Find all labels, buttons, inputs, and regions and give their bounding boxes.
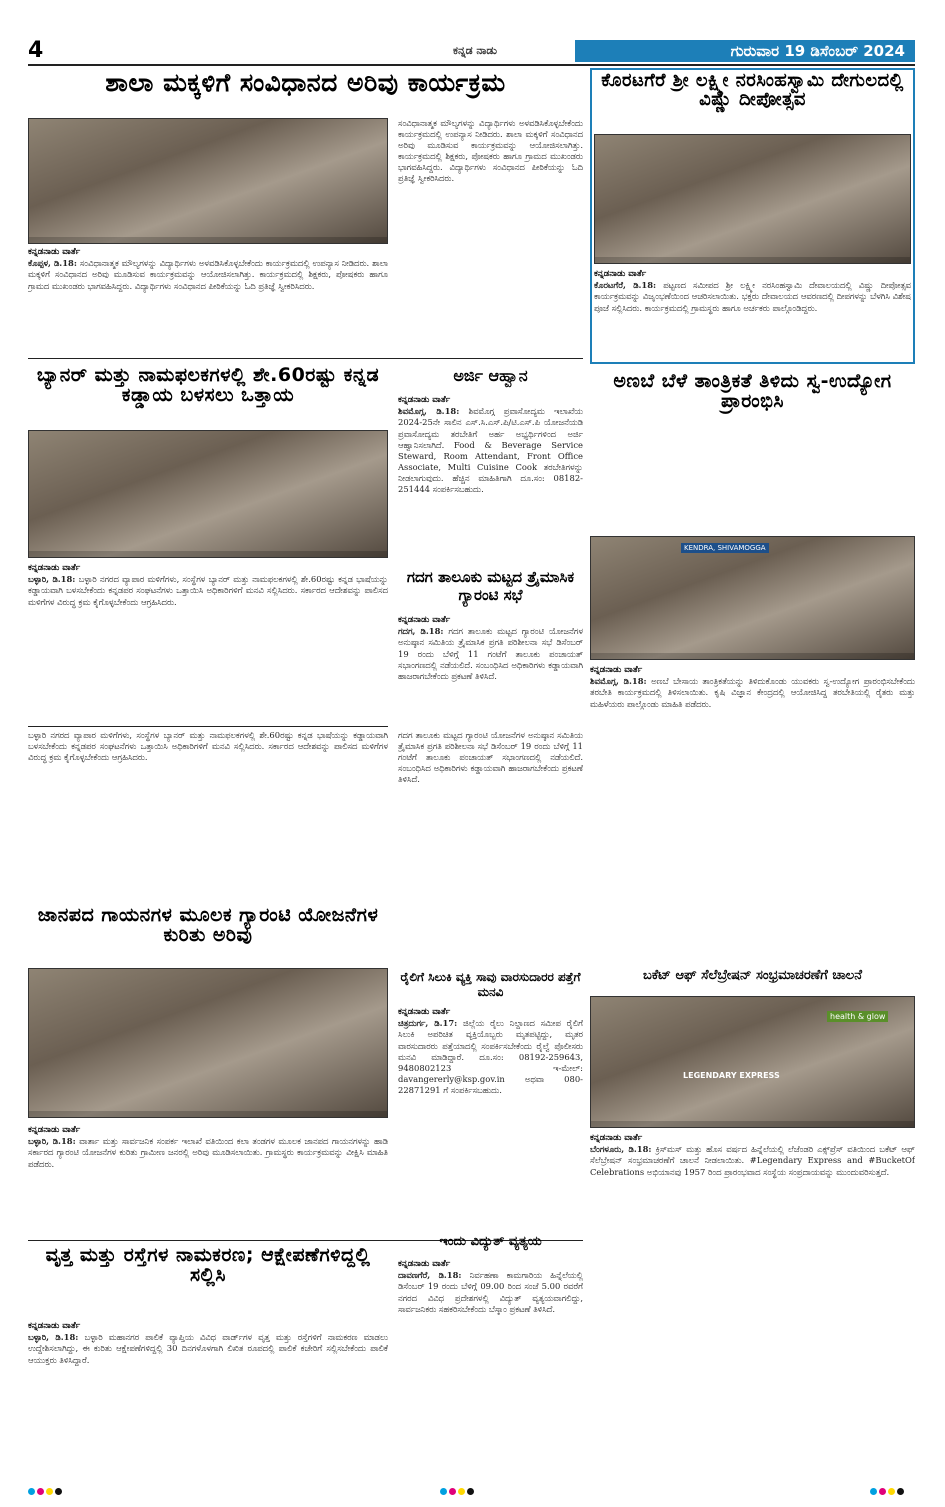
byline-a4: ಕನ್ನಡನಾಡು ವಾರ್ತೆ	[398, 395, 451, 405]
place-a2: ಕೊರಟಗೆರೆ, ಡಿ.18:	[594, 280, 657, 291]
body-a6	[398, 614, 583, 724]
byline-a2: ಕನ್ನಡನಾಡು ವಾರ್ತೆ	[594, 269, 647, 279]
headline-a5: ಅಣಬೆ ಬೆಳೆ ತಾಂತ್ರಿಕತೆ ತಿಳಿದು ಸ್ವ-ಉದ್ಯೋಗ ಪ್ರಾರಂಭಿಸಿ	[613, 370, 892, 412]
byline-a7: ಕನ್ನಡನಾಡು ವಾರ್ತೆ	[28, 1125, 81, 1135]
headline-a11: ವೃತ್ತ ಮತ್ತು ರಸ್ತೆಗಳ ನಾಮಕರಣ; ಆಕ್ಷೇಪಣೆಗಳಿದ್ದಲ್ಲಿ ಸಲ್ಲಿಸಿ	[45, 1244, 371, 1286]
photo-a5-sign: KENDRA, SHIVAMOGGA	[681, 543, 769, 553]
rule-a3	[28, 726, 388, 727]
text-a11: ಬಳ್ಳಾರಿ ಮಹಾನಗರ ಪಾಲಿಕೆ ವ್ಯಾಪ್ತಿಯ ವಿವಿಧ ವಾರ್ಡ್‌ಗಳ ವೃತ್ತ ಮತ್ತು ರಸ್ತೆಗಳಿಗೆ ನಾಮಕರಣ ಮಾಡಲು ಉದ್ದೇಶಿಸಲಾಗಿದ್ದು, ಈ ಕುರಿತು ಆಕ್ಷೇಪಣೆಗಳಿದ್ದಲ್ಲಿ 30 ದಿನಗಳೊಳಗಾಗಿ ಲಿಖಿತ ರೂಪದಲ್ಲಿ ಪಾಲಿಕೆ ಕಚೇರಿಗೆ ಸಲ್ಲಿಸಬೇಕೆಂದು ಪಾಲಿಕೆ ಆಯುಕ್ತರು ತಿಳಿಸಿದ್ದಾರೆ.	[28, 1332, 388, 1365]
place-a8: ಚಿತ್ರದುರ್ಗ, ಡಿ.17:	[398, 1018, 458, 1029]
date-text: ಗುರುವಾರ 19 ಡಿಸೆಂಬರ್ 2024	[730, 42, 905, 60]
byline-a1: ಕನ್ನಡನಾಡು ವಾರ್ತೆ	[28, 247, 81, 257]
headline-a6: ಗದಗ ತಾಲೂಕು ಮಟ್ಟದ ತ್ರೈಮಾಸಿಕ ಗ್ಯಾರಂಟಿ ಸಭೆ	[406, 568, 575, 604]
text-a5: ಅಣಬೆ ಬೇಸಾಯ ತಾಂತ್ರಿಕತೆಯನ್ನು ತಿಳಿದುಕೊಂಡು ಯುವಕರು ಸ್ವ-ಉದ್ಯೋಗ ಪ್ರಾರಂಭಿಸಬೇಕೆಂದು ತರಬೇತಿ ಕಾರ್ಯಕ್ರಮದಲ್ಲಿ ತಿಳಿಸಲಾಯಿತು. ಕೃಷಿ ವಿಜ್ಞಾನ ಕೇಂದ್ರದಲ್ಲಿ ಆಯೋಜಿಸಿದ್ದ ತರಬೇತಿಯಲ್ಲಿ ರೈತರು ಮತ್ತು ಮಹಿಳೆಯರು ಪಾಲ್ಗೊಂಡು ಮಾಹಿತಿ ಪಡೆದರು.	[590, 676, 915, 709]
register-dots-right	[870, 1480, 906, 1499]
photo-a7	[28, 968, 388, 1118]
text-a9: ನಿರ್ವಹಣಾ ಕಾಮಗಾರಿಯ ಹಿನ್ನೆಲೆಯಲ್ಲಿ ಡಿಸೆಂಬರ್ 19 ರಂದು ಬೆಳಿಗ್ಗೆ 09.00 ರಿಂದ ಸಂಜೆ 5.00 ರವರೆಗೆ ನಗರದ ವಿವಿಧ ಪ್ರದೇಶಗಳಲ್ಲಿ ವಿದ್ಯುತ್ ವ್ಯತ್ಯಯವಾಗಲಿದ್ದು, ಸಾರ್ವಜನಿಕರು ಸಹಕರಿಸಬೇಕೆಂದು ಬೆಸ್ಕಾಂ ಪ್ರಕಟಣೆ ತಿಳಿಸಿದೆ.	[398, 1270, 583, 1314]
body-a1-col2	[398, 118, 583, 356]
headline-a3: ಬ್ಯಾನರ್ ಮತ್ತು ನಾಮಫಲಕಗಳಲ್ಲಿ ಶೇ.60ರಷ್ಟು ಕನ್ನಡ ಕಡ್ಡಾಯ ಬಳಸಲು ಒತ್ತಾಯ	[36, 364, 380, 406]
body-a3-col2	[28, 730, 388, 900]
byline-a6: ಕನ್ನಡನಾಡು ವಾರ್ತೆ	[398, 615, 451, 625]
text-a3: ಬಳ್ಳಾರಿ ನಗರದ ವ್ಯಾಪಾರ ಮಳಿಗೆಗಳು, ಸಂಸ್ಥೆಗಳ ಬ್ಯಾನರ್ ಮತ್ತು ನಾಮಫಲಕಗಳಲ್ಲಿ ಶೇ.60ರಷ್ಟು ಕನ್ನಡ ಭಾಷೆಯನ್ನು ಕಡ್ಡಾಯವಾಗಿ ಬಳಸಬೇಕೆಂದು ಕನ್ನಡಪರ ಸಂಘಟನೆಗಳು ಒತ್ತಾಯಿಸಿ ಅಧಿಕಾರಿಗಳಿಗೆ ಮನವಿ ಸಲ್ಲಿಸಿದರು. ಸರ್ಕಾರದ ಆದೇಶವನ್ನು ಪಾಲಿಸದ ಮಳಿಗೆಗಳ ವಿರುದ್ಧ ಕ್ರಮ ಕೈಗೊಳ್ಳಬೇಕೆಂದು ಆಗ್ರಹಿಸಿದರು.	[28, 574, 388, 607]
byline-a11: ಕನ್ನಡನಾಡು ವಾರ್ತೆ	[28, 1321, 81, 1331]
body-a7	[28, 1124, 388, 1234]
place-a4: ಶಿವಮೊಗ್ಗ, ಡಿ.18:	[398, 406, 460, 417]
text-a4: ಶಿವಮೊಗ್ಗ ಪ್ರವಾಸೋದ್ಯಮ ಇಲಾಖೆಯ 2024-25ನೇ ಸಾಲಿನ ಎಸ್.ಸಿ.ಎಸ್.ಪಿ/ಟಿ.ಎಸ್.ಪಿ ಯೋಜನೆಯಡಿ ಪ್ರವಾಸೋದ್ಯಮ ತರಬೇತಿಗೆ ಅರ್ಹ ಅಭ್ಯರ್ಥಿಗಳಿಂದ ಅರ್ಜಿ ಆಹ್ವಾನಿಸಲಾಗಿದೆ. Food & Beverage Service Steward, Room Attendant, Front Office Associate, Multi Cuisine Cook ತರಬೇತಿಗಳನ್ನು ನೀಡಲಾಗುವುದು. ಹೆಚ್ಚಿನ ಮಾಹಿತಿಗಾಗಿ ದೂ.ಸಂ: 08182-251444 ಸಂಪರ್ಕಿಸಬಹುದು.	[398, 406, 583, 494]
photo-a1	[28, 118, 388, 244]
byline-a10: ಕನ್ನಡನಾಡು ವಾರ್ತೆ	[590, 1133, 643, 1143]
text-a2: ಪಟ್ಟಣದ ಸಮೀಪದ ಶ್ರೀ ಲಕ್ಷ್ಮೀ ನರಸಿಂಹಸ್ವಾಮಿ ದೇವಾಲಯದಲ್ಲಿ ವಿಷ್ಣು ದೀಪೋತ್ಸವ ಕಾರ್ಯಕ್ರಮವನ್ನು ವಿಜೃಂಭಣೆಯಿಂದ ಆಚರಿಸಲಾಯಿತು. ಭಕ್ತರು ದೇವಾಲಯದ ಆವರಣದಲ್ಲಿ ದೀಪಗಳನ್ನು ಬೆಳಗಿಸಿ ವಿಶೇಷ ಪೂಜೆ ಸಲ್ಲಿಸಿದರು. ಕಾರ್ಯಕ್ರಮದಲ್ಲಿ ಗ್ರಾಮಸ್ಥರು ಹಾಗೂ ಅರ್ಚಕರು ಪಾಲ್ಗೊಂಡಿದ್ದರು.	[594, 280, 911, 313]
place-a10: ಬೆಂಗಳೂರು, ಡಿ.18:	[590, 1144, 652, 1155]
date-banner	[575, 40, 915, 62]
place-a7: ಬಳ್ಳಾರಿ, ಡಿ.18:	[28, 1136, 76, 1147]
place-a6: ಗದಗ, ಡಿ.18:	[398, 626, 444, 637]
headline-a9: ಇಂದು ವಿದ್ಯುತ್ ವ್ಯತ್ಯಯ	[439, 1234, 542, 1249]
masthead: ಕನ್ನಡ ನಾಡು	[453, 44, 497, 57]
photo-a10	[590, 996, 915, 1128]
top-rule	[28, 64, 915, 66]
place-a11: ಬಳ್ಳಾರಿ, ಡಿ.18:	[28, 1332, 79, 1343]
text-a8: ಜಿಲ್ಲೆಯ ರೈಲು ನಿಲ್ದಾಣದ ಸಮೀಪ ರೈಲಿಗೆ ಸಿಲುಕಿ ಅಪರಿಚಿತ ವ್ಯಕ್ತಿಯೊಬ್ಬರು ಮೃತಪಟ್ಟಿದ್ದು, ಮೃತರ ವಾರಸುದಾರರು ಪತ್ತೆಯಾದಲ್ಲಿ ಸಂಪರ್ಕಿಸಬೇಕೆಂದು ರೈಲ್ವೆ ಪೊಲೀಸರು ಮನವಿ ಮಾಡಿದ್ದಾರೆ. ದೂ.ಸಂ: 08192-259643, 9480802123 ಇ-ಮೇಲ್: davangererly@ksp.gov.in ಅಥವಾ 080-22871291 ಗೆ ಸಂಪರ್ಕಿಸಬಹುದು.	[398, 1018, 583, 1095]
body-a11	[28, 1320, 388, 1458]
page-number: 4	[28, 38, 44, 63]
headline-a1: ಶಾಲಾ ಮಕ್ಕಳಿಗೆ ಸಂವಿಧಾನದ ಅರಿವು ಕಾರ್ಯಕ್ರಮ	[105, 68, 506, 97]
text-a1-col2: ಸಂವಿಧಾನಾತ್ಮಕ ಮೌಲ್ಯಗಳನ್ನು ವಿದ್ಯಾರ್ಥಿಗಳು ಅಳವಡಿಸಿಕೊಳ್ಳಬೇಕೆಂದು ಕಾರ್ಯಕ್ರಮದಲ್ಲಿ ಉಪನ್ಯಾಸ ನೀಡಿದರು. ಶಾಲಾ ಮಕ್ಕಳಿಗೆ ಸಂವಿಧಾನದ ಅರಿವು ಮೂಡಿಸುವ ಕಾರ್ಯಕ್ರಮವನ್ನು ಆಯೋಜಿಸಲಾಗಿತ್ತು. ಕಾರ್ಯಕ್ರಮದಲ್ಲಿ ಶಿಕ್ಷಕರು, ಪೋಷಕರು ಹಾಗೂ ಗ್ರಾಮದ ಮುಖಂಡರು ಭಾಗವಹಿಸಿದ್ದರು. ವಿದ್ಯಾರ್ಥಿಗಳು ಸಂವಿಧಾನದ ಪೀಠಿಕೆಯನ್ನು ಓದಿ ಪ್ರತಿಜ್ಞೆ ಸ್ವೀಕರಿಸಿದರು.	[398, 118, 583, 184]
body-a4	[398, 394, 583, 562]
body-a5	[590, 664, 915, 964]
register-dots-left	[28, 1480, 64, 1499]
body-a9	[398, 1258, 583, 1458]
headline-a7: ಜಾನಪದ ಗಾಯನಗಳ ಮೂಲಕ ಗ್ಯಾರಂಟಿ ಯೋಜನೆಗಳ ಕುರಿತು ಅರಿವು	[37, 904, 379, 946]
byline-a3: ಕನ್ನಡನಾಡು ವಾರ್ತೆ	[28, 563, 81, 573]
photo-a10-bus-sign: LEGENDARY EXPRESS	[683, 1071, 780, 1080]
text-a7: ವಾರ್ತಾ ಮತ್ತು ಸಾರ್ವಜನಿಕ ಸಂಪರ್ಕ ಇಲಾಖೆ ವತಿಯಿಂದ ಕಲಾ ತಂಡಗಳ ಮೂಲಕ ಜಾನಪದ ಗಾಯನಗಳನ್ನು ಹಾಡಿ ಸರ್ಕಾರದ ಗ್ಯಾರಂಟಿ ಯೋಜನೆಗಳ ಕುರಿತು ಗ್ರಾಮೀಣ ಜನರಲ್ಲಿ ಅರಿವು ಮೂಡಿಸಲಾಯಿತು. ಗ್ರಾಮಸ್ಥರು ಕಾರ್ಯಕ್ರಮವನ್ನು ವೀಕ್ಷಿಸಿ ಮಾಹಿತಿ ಪಡೆದರು.	[28, 1136, 388, 1169]
text-a10: ಕ್ರಿಸ್‌ಮಸ್ ಮತ್ತು ಹೊಸ ವರ್ಷದ ಹಿನ್ನೆಲೆಯಲ್ಲಿ ಲೆಜೆಂಡರಿ ಎಕ್ಸ್‌ಪ್ರೆಸ್ ವತಿಯಿಂದ ಬಕೆಟ್ ಆಫ್ ಸೆಲೆಬ್ರೇಷನ್ ಸಂಭ್ರಮಾಚರಣೆಗೆ ಚಾಲನೆ ನೀಡಲಾಯಿತು. #Legendary Express and #BucketOf Celebrations ಅಭಿಯಾನವು 1957 ರಿಂದ ಪ್ರಾರಂಭವಾದ ಸಂಸ್ಥೆಯ ಸಂಪ್ರದಾಯವನ್ನು ಮುಂದುವರಿಸುತ್ತದೆ.	[590, 1144, 915, 1177]
text-a6-col2: ಗದಗ ತಾಲೂಕು ಮಟ್ಟದ ಗ್ಯಾರಂಟಿ ಯೋಜನೆಗಳ ಅನುಷ್ಠಾನ ಸಮಿತಿಯ ತ್ರೈಮಾಸಿಕ ಪ್ರಗತಿ ಪರಿಶೀಲನಾ ಸಭೆ ಡಿಸೆಂಬರ್ 19 ರಂದು ಬೆಳಿಗ್ಗೆ 11 ಗಂಟೆಗೆ ತಾಲೂಕು ಪಂಚಾಯತ್ ಸಭಾಂಗಣದಲ್ಲಿ ನಡೆಯಲಿದೆ. ಸಂಬಂಧಿಸಿದ ಅಧಿಕಾರಿಗಳು ಕಡ್ಡಾಯವಾಗಿ ಹಾಜರಾಗಬೇಕೆಂದು ಪ್ರಕಟಣೆ ತಿಳಿಸಿದೆ.	[398, 730, 583, 785]
headline-a2: ಕೊರಟಗೆರೆ ಶ್ರೀ ಲಕ್ಷ್ಮೀ ನರಸಿಂಹಸ್ವಾಮಿ ದೇಗುಲದಲ್ಲಿ ವಿಷ್ಣು ದೀಪೋತ್ಸವ	[601, 70, 904, 110]
body-a8	[398, 1006, 583, 1228]
byline-a8: ಕನ್ನಡನಾಡು ವಾರ್ತೆ	[398, 1007, 451, 1017]
place-a9: ದಾವಣಗೆರೆ, ಡಿ.18:	[398, 1270, 462, 1281]
headline-a10: ಬಕೆಟ್ ಆಫ್ ಸೆಲೆಬ್ರೇಷನ್ ಸಂಭ್ರಮಾಚರಣೆಗೆ ಚಾಲನೆ	[643, 968, 862, 983]
body-a10	[590, 1132, 915, 1458]
text-a1: ಸಂವಿಧಾನಾತ್ಮಕ ಮೌಲ್ಯಗಳನ್ನು ವಿದ್ಯಾರ್ಥಿಗಳು ಅಳವಡಿಸಿಕೊಳ್ಳಬೇಕೆಂದು ಕಾರ್ಯಕ್ರಮದಲ್ಲಿ ಉಪನ್ಯಾಸ ನೀಡಿದರು. ಶಾಲಾ ಮಕ್ಕಳಿಗೆ ಸಂವಿಧಾನದ ಅರಿವು ಮೂಡಿಸುವ ಕಾರ್ಯಕ್ರಮವನ್ನು ಆಯೋಜಿಸಲಾಗಿತ್ತು. ಕಾರ್ಯಕ್ರಮದಲ್ಲಿ ಶಿಕ್ಷಕರು, ಪೋಷಕರು ಹಾಗೂ ಗ್ರಾಮದ ಮುಖಂಡರು ಭಾಗವಹಿಸಿದ್ದರು. ವಿದ್ಯಾರ್ಥಿಗಳು ಸಂವಿಧಾನದ ಪೀಠಿಕೆಯನ್ನು ಓದಿ ಪ್ರತಿಜ್ಞೆ ಸ್ವೀಕರಿಸಿದರು.	[28, 258, 388, 291]
photo-a2	[594, 134, 911, 264]
text-a6: ಗದಗ ತಾಲೂಕು ಮಟ್ಟದ ಗ್ಯಾರಂಟಿ ಯೋಜನೆಗಳ ಅನುಷ್ಠಾನ ಸಮಿತಿಯ ತ್ರೈಮಾಸಿಕ ಪ್ರಗತಿ ಪರಿಶೀಲನಾ ಸಭೆ ಡಿಸೆಂಬರ್ 19 ರಂದು ಬೆಳಿಗ್ಗೆ 11 ಗಂಟೆಗೆ ತಾಲೂಕು ಪಂಚಾಯತ್ ಸಭಾಂಗಣದಲ್ಲಿ ನಡೆಯಲಿದೆ. ಸಂಬಂಧಿಸಿದ ಅಧಿಕಾರಿಗಳು ಕಡ್ಡಾಯವಾಗಿ ಹಾಜರಾಗಬೇಕೆಂದು ಪ್ರಕಟಣೆ ತಿಳಿಸಿದೆ.	[398, 626, 583, 681]
body-a2	[594, 268, 911, 360]
register-dots-center	[440, 1480, 476, 1499]
place-a5: ಶಿವಮೊಗ್ಗ, ಡಿ.18:	[590, 676, 647, 687]
body-a6-col2	[398, 730, 583, 966]
body-a3	[28, 562, 388, 722]
photo-a3	[28, 430, 388, 558]
byline-a9: ಕನ್ನಡನಾಡು ವಾರ್ತೆ	[398, 1259, 451, 1269]
photo-a10-store-sign: health & glow	[827, 1011, 888, 1022]
body-a1	[28, 246, 388, 356]
place-a1: ಕೊಪ್ಪಳ, ಡಿ.18:	[28, 258, 77, 269]
headline-a4: ಅರ್ಜಿ ಆಹ್ವಾನ	[453, 366, 528, 385]
text-a3-col2: ಬಳ್ಳಾರಿ ನಗರದ ವ್ಯಾಪಾರ ಮಳಿಗೆಗಳು, ಸಂಸ್ಥೆಗಳ ಬ್ಯಾನರ್ ಮತ್ತು ನಾಮಫಲಕಗಳಲ್ಲಿ ಶೇ.60ರಷ್ಟು ಕನ್ನಡ ಭಾಷೆಯನ್ನು ಕಡ್ಡಾಯವಾಗಿ ಬಳಸಬೇಕೆಂದು ಕನ್ನಡಪರ ಸಂಘಟನೆಗಳು ಒತ್ತಾಯಿಸಿ ಅಧಿಕಾರಿಗಳಿಗೆ ಮನವಿ ಸಲ್ಲಿಸಿದರು. ಸರ್ಕಾರದ ಆದೇಶವನ್ನು ಪಾಲಿಸದ ಮಳಿಗೆಗಳ ವಿರುದ್ಧ ಕ್ರಮ ಕೈಗೊಳ್ಳಬೇಕೆಂದು ಆಗ್ರಹಿಸಿದರು.	[28, 730, 388, 763]
byline-a5: ಕನ್ನಡನಾಡು ವಾರ್ತೆ	[590, 665, 643, 675]
rule-a1	[28, 358, 583, 359]
headline-a8: ರೈಲಿಗೆ ಸಿಲುಕಿ ವ್ಯಕ್ತಿ ಸಾವು ವಾರಸುದಾರರ ಪತ್ತೆಗೆ ಮನವಿ	[400, 970, 581, 999]
photo-a5	[590, 536, 915, 660]
place-a3: ಬಳ್ಳಾರಿ, ಡಿ.18:	[28, 574, 76, 585]
